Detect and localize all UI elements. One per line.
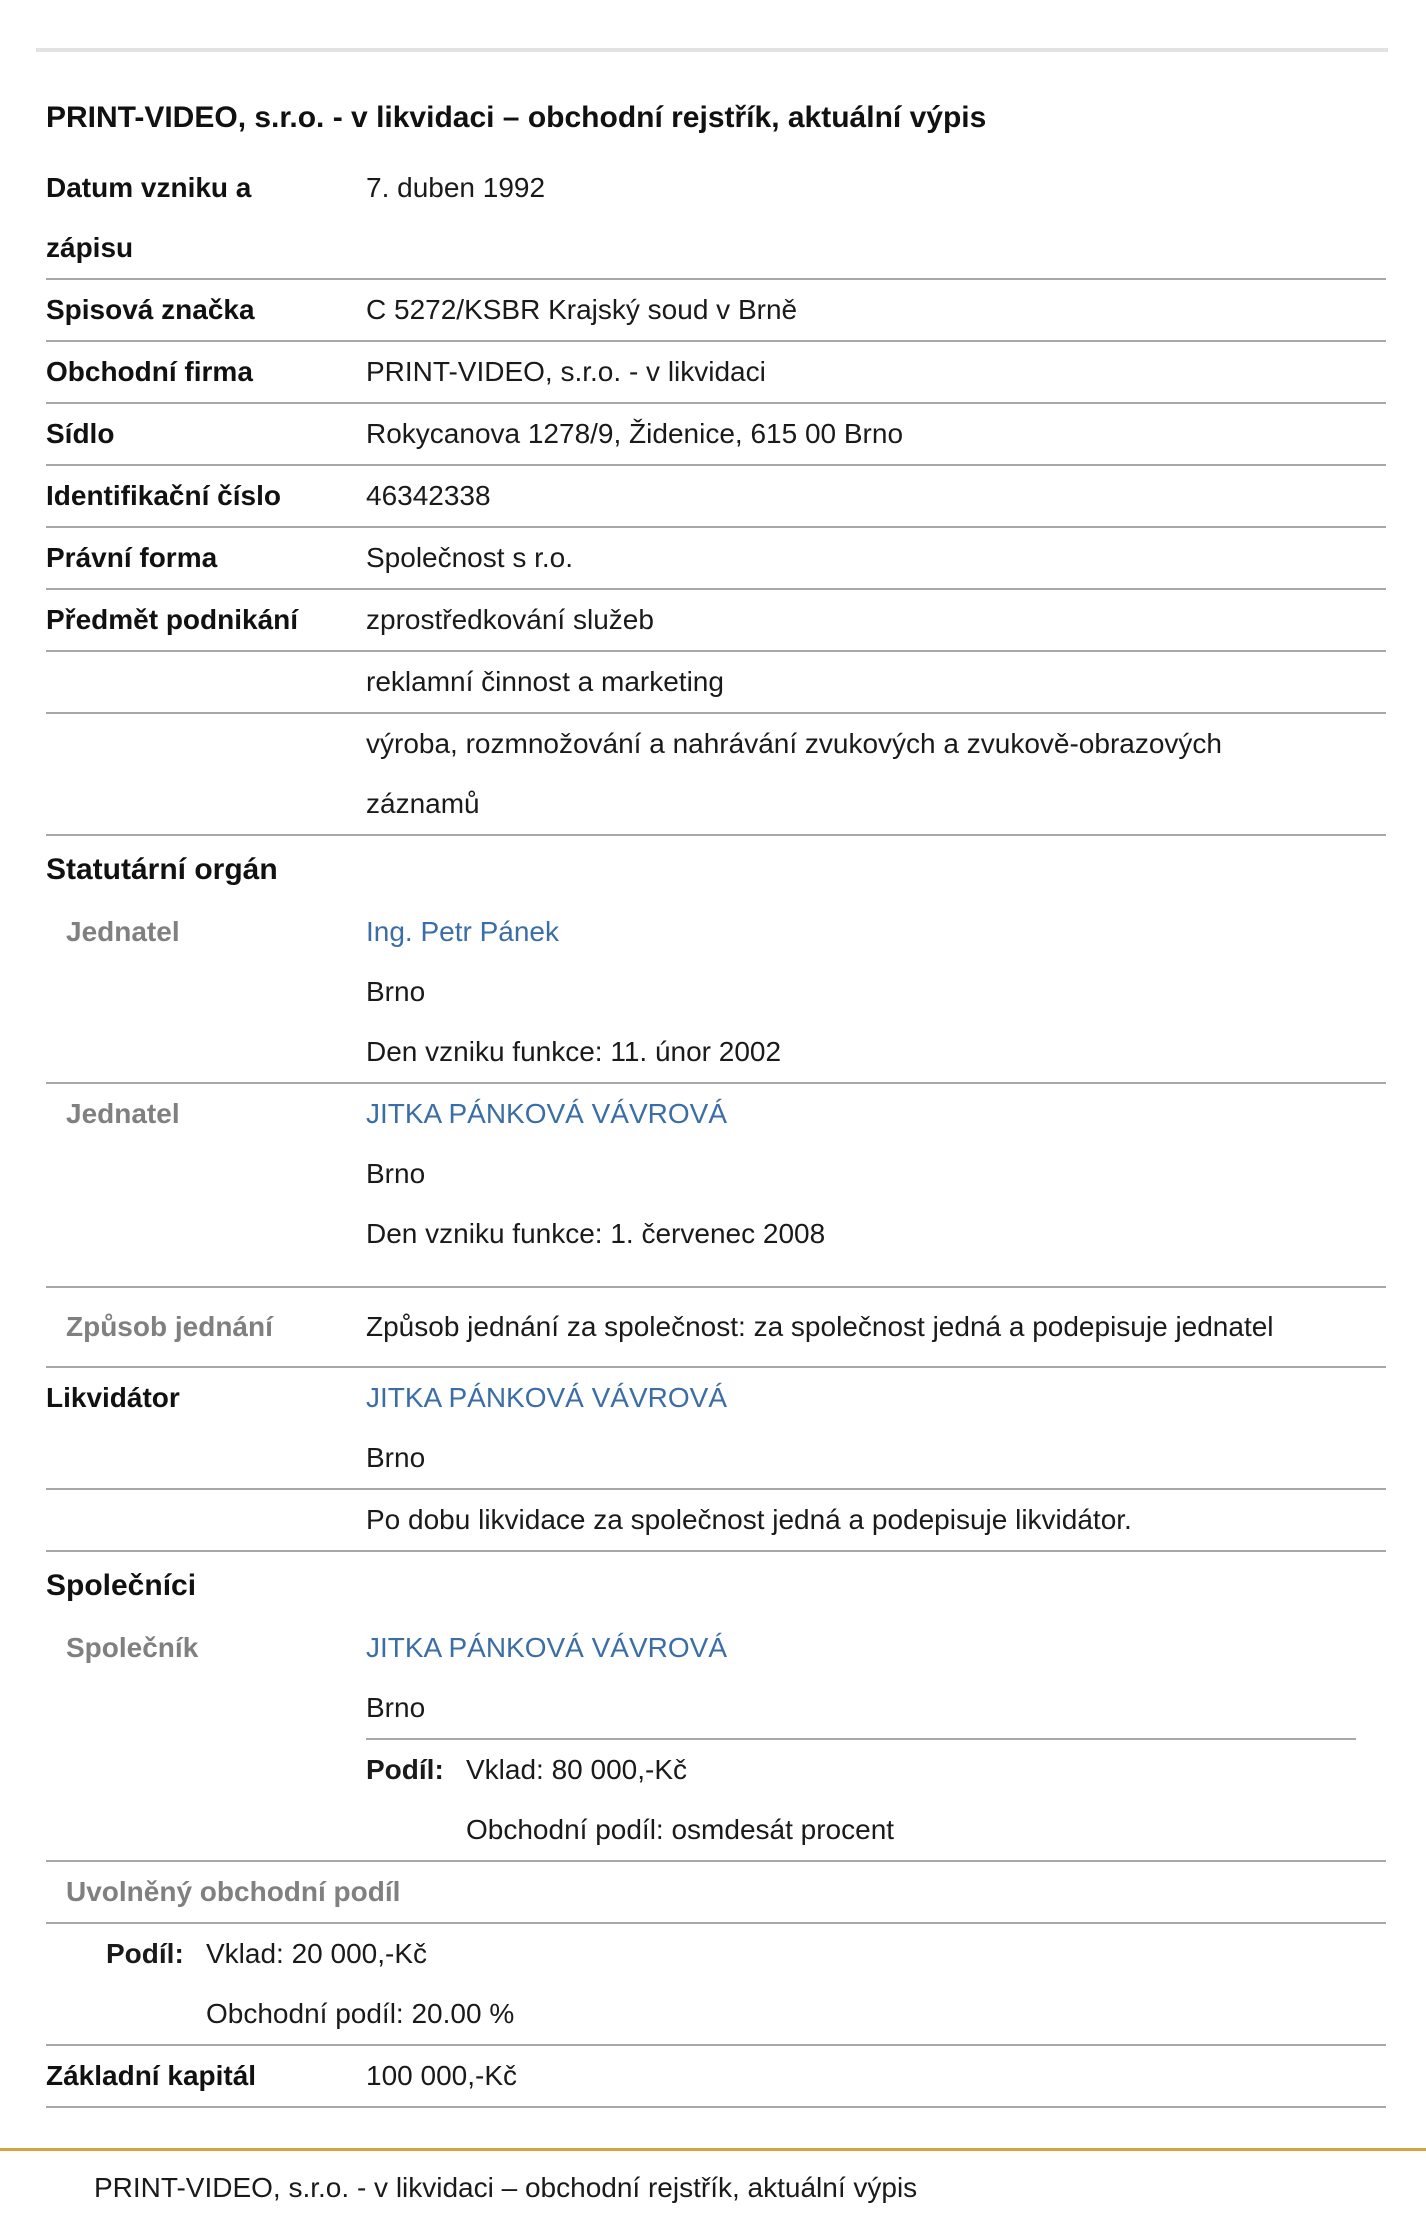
row-value [366,1368,1386,1488]
row-value [366,1084,1386,1286]
row-value: 100 000,-Kč [366,2060,517,2091]
person-link[interactable]: Ing. Petr Pánek [366,916,560,947]
row-label-empty [46,1490,366,1550]
podil-label: Podíl: [366,1754,444,1785]
register-extract [46,158,1386,2108]
row-label: Způsob jednání [66,1311,273,1342]
footer-title: PRINT-VIDEO, s.r.o. - v likvidaci – obchodní rejstřík, aktuální výpis [94,2172,918,2203]
footer-divider [0,2148,1426,2151]
row-value: zprostředkování služeb [366,604,654,635]
row-label: Společník [66,1632,199,1663]
row-datum-vzniku [46,158,1386,280]
row-value: Způsob jednání za společnost: za společnost jedná a podepisuje jednatel [366,1311,1274,1342]
row-spolecnik [46,1618,1386,1862]
row-predmet-item [46,652,1386,714]
row-label: Jednatel [66,916,180,947]
row-likvidator [46,1368,1386,1490]
row-value: 46342338 [366,480,491,511]
person-city: Brno [366,1442,426,1473]
row-predmet-podnikani [46,590,1386,652]
row-predmet-item [46,714,1386,836]
page-title: PRINT-VIDEO, s.r.o. - v likvidaci – obchodní rejstřík, aktuální výpis [46,101,987,134]
row-label: Spisová značka [46,294,255,325]
row-value: PRINT-VIDEO, s.r.o. - v likvidaci [366,356,766,387]
row-ico [46,466,1386,528]
section-heading-spolecnici: Společníci [46,1569,197,1602]
podil-label: Podíl: [106,1938,184,1969]
row-label: Sídlo [46,418,115,449]
podil-values [206,1924,514,2044]
row-label: Likvidátor [46,1382,180,1413]
person-city: Brno [366,976,426,1007]
row-spisova-znacka [46,280,1386,342]
row-obchodni-firma [46,342,1386,404]
row-value: C 5272/KSBR Krajský soud v Brně [366,294,798,325]
uvolneny-podil-heading: Uvolněný obchodní podíl [46,1862,1386,1924]
person-link[interactable]: JITKA PÁNKOVÁ VÁVROVÁ [366,1098,728,1129]
row-jednatel [46,1084,1386,1288]
row-label: Základní kapitál [46,2060,257,2091]
row-label: Jednatel [66,1098,180,1129]
row-jednatel [46,902,1386,1084]
row-sidlo [46,404,1386,466]
row-label-empty [46,714,366,834]
person-link[interactable]: JITKA PÁNKOVÁ VÁVROVÁ [366,1382,728,1413]
function-since: Den vzniku funkce: 1. červenec 2008 [366,1218,826,1249]
row-value: výroba, rozmnožování a nahrávání zvukových a zvukově-obrazových záznamů [366,728,1222,819]
podil-values [466,1740,894,1860]
row-value: Po dobu likvidace za společnost jedná a podepisuje likvidátor. [366,1504,1132,1535]
person-city: Brno [366,1692,426,1723]
section-heading-statutarni: Statutární orgán [46,853,278,886]
row-label: Datum vzniku a zápisu [46,172,252,263]
row-zpusob-jednani [46,1288,1386,1368]
row-value: 7. duben 1992 [366,172,546,203]
podil-obchodni: Obchodní podíl: osmdesát procent [466,1814,895,1845]
podil-vklad: Vklad: 80 000,-Kč [466,1754,688,1785]
row-label: Obchodní firma [46,356,253,387]
row-label: Identifikační číslo [46,480,281,511]
row-label: Předmět podnikání [46,604,299,635]
row-likvidator-note [46,1490,1386,1552]
row-value [366,1618,1386,1860]
row-pravni-forma [46,528,1386,590]
row-value: reklamní činnost a marketing [366,666,724,697]
row-value [366,902,1386,1082]
function-since: Den vzniku funkce: 11. únor 2002 [366,1036,782,1067]
top-divider [36,48,1388,52]
row-label: Právní forma [46,542,218,573]
row-value: Rokycanova 1278/9, Židenice, 615 00 Brno [366,418,904,449]
podil-vklad: Vklad: 20 000,-Kč [206,1938,428,1969]
uvolneny-podil-block [46,1924,1386,2046]
row-label-empty [46,652,366,712]
row-zakladni-kapital [46,2046,1386,2108]
podil-obchodni: Obchodní podíl: 20.00 % [206,1998,515,2029]
row-value: Společnost s r.o. [366,542,574,573]
person-link[interactable]: JITKA PÁNKOVÁ VÁVROVÁ [366,1632,728,1663]
podil-block [366,1738,1356,1860]
person-city: Brno [366,1158,426,1189]
